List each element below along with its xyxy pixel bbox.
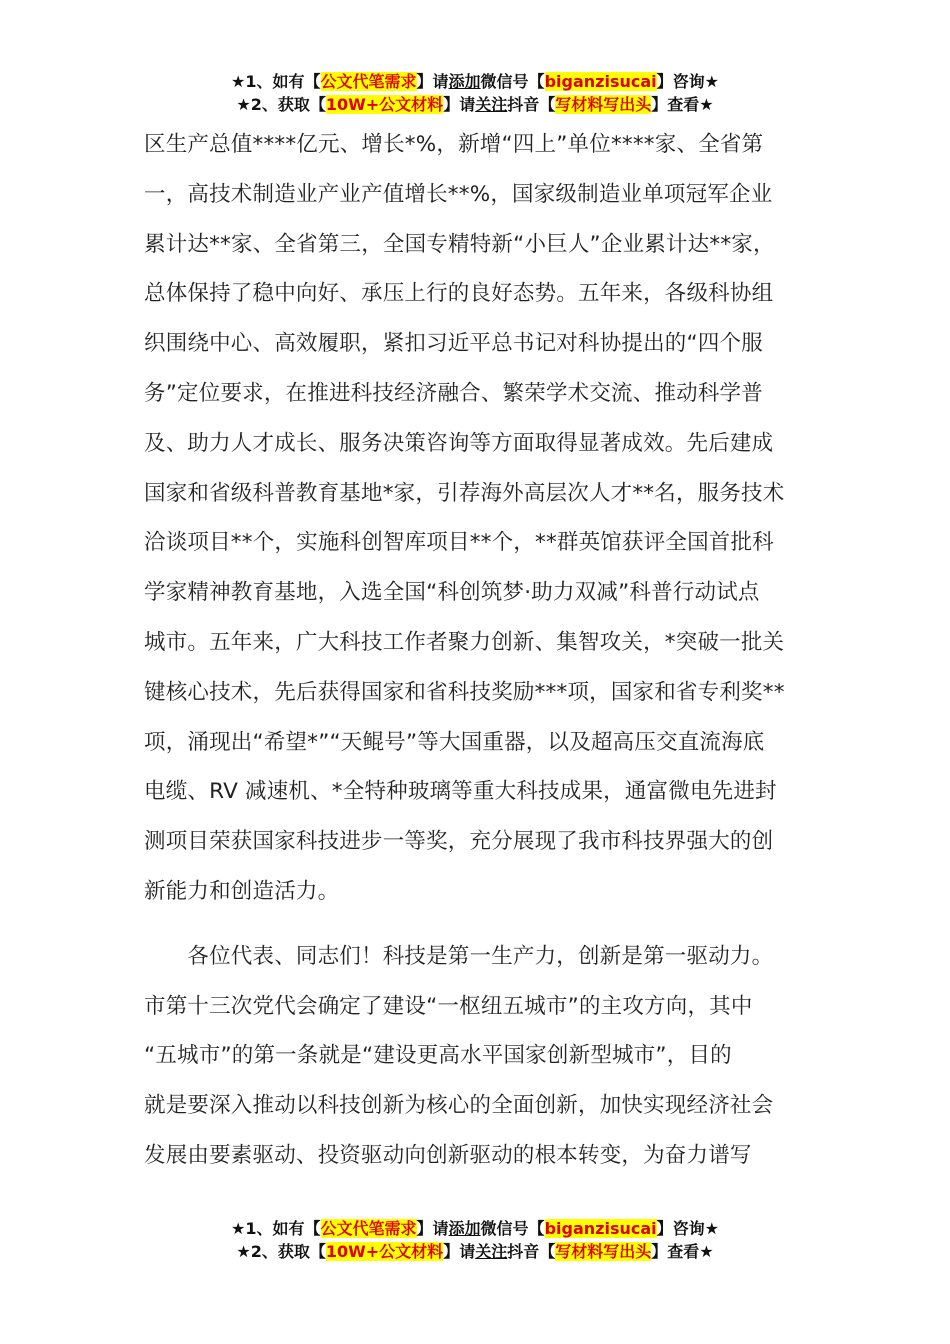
star-icon: ★ (231, 72, 246, 91)
body-line: “五城市”的第一条就是“建设更高水平国家创新型城市”，目的 (144, 1043, 732, 1069)
body-line: 洽谈项目**个，实施科创智库项目**个，**群英馆获评全国首批科 (144, 530, 774, 556)
document-body (144, 120, 809, 1181)
banner-text: 】咨询 (656, 72, 705, 91)
banner-text: 】请 (443, 95, 476, 114)
banner-line-2 (0, 1240, 950, 1263)
body-line: 一，高技术制造业产业产值增长**%，国家级制造业单项冠军企业 (144, 181, 773, 207)
banner-text: 抖音【 (507, 1242, 556, 1261)
star-icon: ★ (699, 95, 714, 114)
star-icon: ★ (699, 1242, 714, 1261)
wechat-id: biganzisucai (544, 72, 657, 91)
banner-text: 2、获取【 (250, 95, 326, 114)
body-line: 务”定位要求，在推进科技经济融合、繁荣学术交流、推动科学普 (144, 380, 763, 406)
body-line: 城市。五年来，广大科技工作者聚力创新、集智攻关，*突破一批关 (144, 629, 785, 655)
banner-text: 】请 (416, 72, 449, 91)
star-icon: ★ (231, 1219, 246, 1238)
body-line: 电缆、RV 减速机、*全特种玻璃等重大科技成果，通富微电先进封 (144, 779, 777, 805)
banner-text: 微信号【 (480, 72, 545, 91)
underline-text: 添加 (448, 72, 481, 91)
banner-text: 】请 (443, 1242, 476, 1261)
underline-text: 添加 (448, 1219, 481, 1238)
body-line: 键核心技术，先后获得国家和省科技奖励***项，国家和省专利奖** (144, 679, 785, 705)
body-line: 区生产总值****亿元、增长*%，新增“四上”单位****家、全省第 (144, 132, 764, 157)
douyin-id: 写材料写出头 (555, 1242, 652, 1261)
highlight-text: 10W+公文材料 (325, 95, 444, 114)
body-line: 织围绕中心、高效履职，紧扣习近平总书记对科协提出的“四个服 (144, 331, 763, 357)
footer-banner (0, 1217, 950, 1263)
banner-text: 微信号【 (480, 1219, 545, 1238)
highlight-text: 10W+公文材料 (325, 1242, 444, 1261)
wechat-id: biganzisucai (544, 1219, 657, 1238)
header-banner (0, 70, 950, 116)
highlight-text: 公文代笔需求 (320, 1219, 417, 1238)
body-line: 及、助力人才成长、服务决策咨询等方面取得显著成效。先后建成 (144, 430, 774, 456)
body-line: 市第十三次党代会确定了建设“一枢纽五城市”的主攻方向，其中 (144, 993, 753, 1019)
banner-text: 2、获取【 (250, 1242, 326, 1261)
star-icon: ★ (236, 95, 251, 114)
underline-text: 关注 (475, 95, 508, 114)
body-line: 累计达**家、全省第三，全国专精特新“小巨人”企业累计达**家， (144, 231, 775, 257)
highlight-text: 公文代笔需求 (320, 72, 417, 91)
banner-text: 1、如有【 (245, 1219, 321, 1238)
banner-text: 】请 (416, 1219, 449, 1238)
body-line: 总体保持了稳中向好、承压上行的良好态势。五年来，各级科协组 (144, 281, 774, 307)
banner-text: 1、如有【 (245, 72, 321, 91)
banner-line-1 (0, 70, 950, 93)
banner-text: 抖音【 (507, 95, 556, 114)
banner-line-1 (0, 1217, 950, 1240)
banner-line-2 (0, 93, 950, 116)
body-line: 项，涌现出“希望*”“天鲲号”等大国重器，以及超高压交直流海底 (144, 729, 765, 755)
douyin-id: 写材料写出头 (555, 95, 652, 114)
body-line: 发展由要素驱动、投资驱动向创新驱动的根本转变，为奋力谱写 (144, 1142, 752, 1168)
underline-text: 关注 (475, 1242, 508, 1261)
banner-text: 】咨询 (656, 1219, 705, 1238)
star-icon: ★ (236, 1242, 251, 1261)
body-line: 新能力和创造活力。 (144, 878, 340, 904)
star-icon: ★ (704, 1219, 719, 1238)
body-line: 测项目荣获国家科技进步一等奖，充分展现了我市科技界强大的创 (144, 829, 774, 855)
body-line: 就是要深入推动以科技创新为核心的全面创新，加快实现经济社会 (144, 1093, 774, 1119)
banner-text: 】查看 (651, 1242, 700, 1261)
banner-text: 】查看 (651, 95, 700, 114)
body-line: 国家和省级科普教育基地*家，引荐海外高层次人才**名，服务技术 (144, 480, 785, 506)
body-line: 各位代表、同志们！科技是第一生产力，创新是第一驱动力。 (144, 943, 774, 969)
body-line: 学家精神教育基地，入选全国“科创筑梦·助力双减”科普行动试点 (144, 580, 760, 606)
star-icon: ★ (704, 72, 719, 91)
